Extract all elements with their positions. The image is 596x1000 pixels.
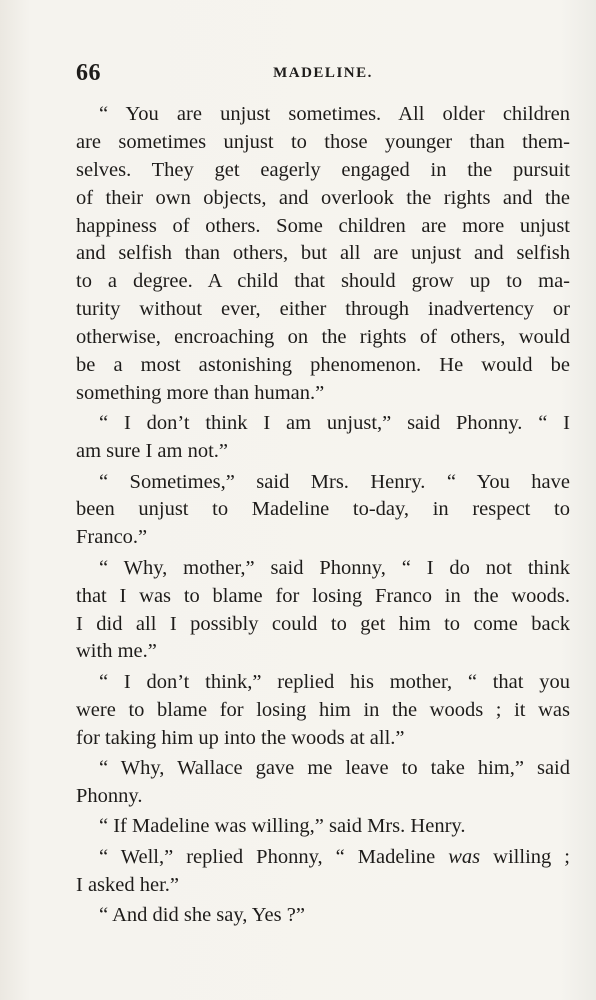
paragraph [76, 755, 570, 811]
text-line: were to blame for losing him in the woods ; it was [76, 698, 570, 721]
text-line: and selfish than others, but all are unjust and selfish [76, 242, 570, 265]
text-line: with me.” [76, 640, 157, 663]
text-line: be a most astonishing phenomenon. He would be [76, 354, 570, 377]
text-line: “ I don’t think,” replied his mother, “ that you [99, 670, 570, 693]
text-line: selves. They get eagerly engaged in the pursuit [76, 158, 570, 181]
paragraph [76, 555, 570, 667]
paragraph [76, 669, 570, 753]
text-line: that I was to blame for losing Franco in the woods. [76, 584, 570, 607]
text-line: I asked her.” [76, 873, 180, 896]
text-line: “ You are unjust sometimes. All older children [99, 103, 570, 125]
paragraph [76, 469, 570, 553]
text-segment: willing ; [480, 845, 570, 868]
text-line: “ If Madeline was willing,” said Mrs. Henry. [99, 815, 466, 838]
text-line: are sometimes unjust to those younger than them- [76, 130, 570, 153]
paragraph [76, 410, 570, 466]
text-line: “ And did she say, Yes ?” [99, 903, 305, 926]
text-line: “ Why, mother,” said Phonny, “ I do not think [99, 556, 570, 579]
text-line: turity without ever, either through inadvertency or [76, 298, 570, 321]
text-line: I did all I possibly could to get him to come back [76, 612, 570, 635]
text-line: of their own objects, and overlook the rights and the [76, 186, 570, 209]
text-segment: “ Well,” replied Phonny, “ Madeline [99, 845, 449, 868]
text-line [76, 844, 570, 872]
text-line: “ Sometimes,” said Mrs. Henry. “ You have [99, 470, 570, 493]
paragraph [76, 101, 570, 408]
page-number: 66 [76, 60, 101, 86]
text-line: to a degree. A child that should grow up to ma- [76, 270, 570, 293]
text-line: “ Why, Wallace gave me leave to take him,” said [99, 756, 570, 779]
text-line: for taking him up into the woods at all.” [76, 726, 405, 749]
text-line: “ I don’t think I am unjust,” said Phonny. “ I [99, 412, 570, 435]
running-title: MADELINE. [273, 65, 373, 81]
text-line: Franco.” [76, 526, 148, 549]
emphasis-word: was [448, 845, 481, 868]
text-line: something more than human.” [76, 381, 325, 404]
text-line: am sure I am not.” [76, 440, 228, 463]
text-line: been unjust to Madeline to-day, in respect to [76, 498, 570, 521]
page-header [76, 60, 570, 88]
paragraph [76, 813, 570, 841]
text-line: happiness of others. Some children are more unjust [76, 214, 570, 237]
paragraph [76, 844, 570, 900]
text-line: Phonny. [76, 784, 143, 807]
body-text [76, 101, 570, 930]
text-line: otherwise, encroaching on the rights of others, would [76, 326, 570, 349]
paragraph [76, 902, 570, 930]
